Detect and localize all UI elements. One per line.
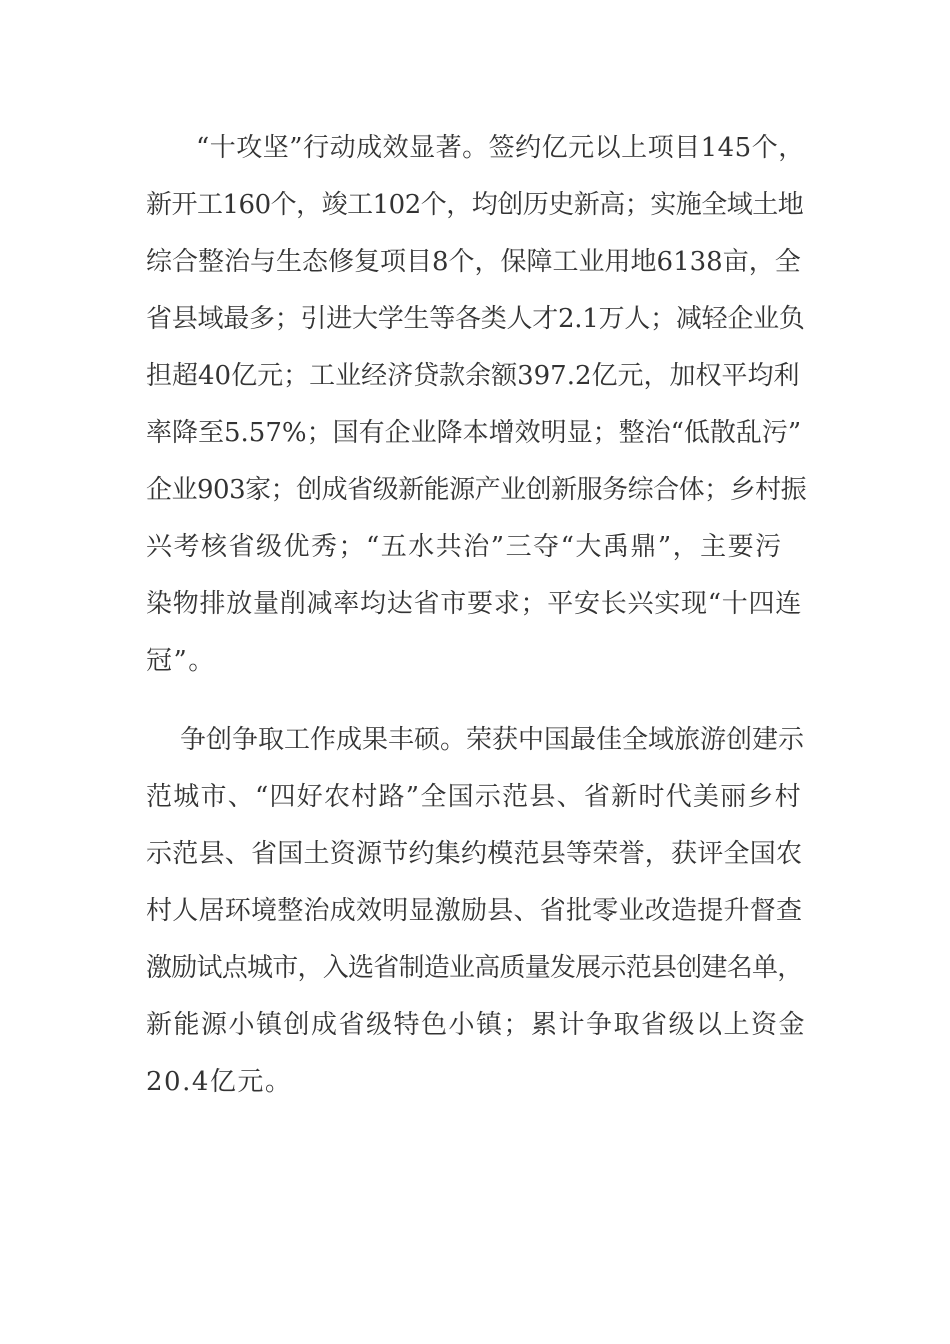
paragraph-line: 染物排放量削减率均达省市要求；平安长兴实现“十四连 (146, 589, 803, 619)
paragraph-line: 担超40亿元；工业经济贷款余额397.2亿元，加权平均利 (146, 361, 800, 391)
paragraph-honors-results (146, 712, 806, 1111)
paragraph-line: 省县域最多；引进大学生等各类人才2.1万人；减轻企业负 (146, 304, 805, 334)
paragraph-line: 企业903家；创成省级新能源产业创新服务综合体；乡村振 (146, 475, 807, 505)
paragraph-line: 激励试点城市，入选省制造业高质量发展示范县创建名单， (146, 953, 803, 983)
paragraph-line: 新能源小镇创成省级特色小镇；累计争取省级以上资金 (146, 1010, 807, 1040)
paragraph-line: 争创争取工作成果丰硕。荣获中国最佳全域旅游创建示 (180, 725, 805, 755)
paragraph-line: 村人居环境整治成效明显激励县、省批零业改造提升督查 (146, 896, 803, 926)
paragraph-line: 冠”。 (146, 646, 216, 676)
paragraph-line: 率降至5.57%；国有企业降本增效明显；整治“低散乱污” (146, 418, 802, 448)
paragraph-line: 综合整治与生态修复项目8个，保障工业用地6138亩，全 (146, 247, 801, 277)
paragraph-line: “十攻坚”行动成效显著。签约亿元以上项目145个， (196, 133, 805, 163)
paragraph-line: 兴考核省级优秀；“五水共治”三夺“大禹鼎”，主要污 (146, 532, 783, 562)
paragraph-line: 新开工160个，竣工102个，均创历史新高；实施全域土地 (146, 190, 804, 220)
paragraph-line: 20.4亿元。 (146, 1067, 293, 1097)
paragraph-ten-tasks-results (146, 120, 806, 690)
paragraph-line: 范城市、“四好农村路”全国示范县、省新时代美丽乡村 (146, 782, 802, 812)
paragraph-line: 示范县、省国土资源节约集约模范县等荣誉，获评全国农 (146, 839, 803, 869)
